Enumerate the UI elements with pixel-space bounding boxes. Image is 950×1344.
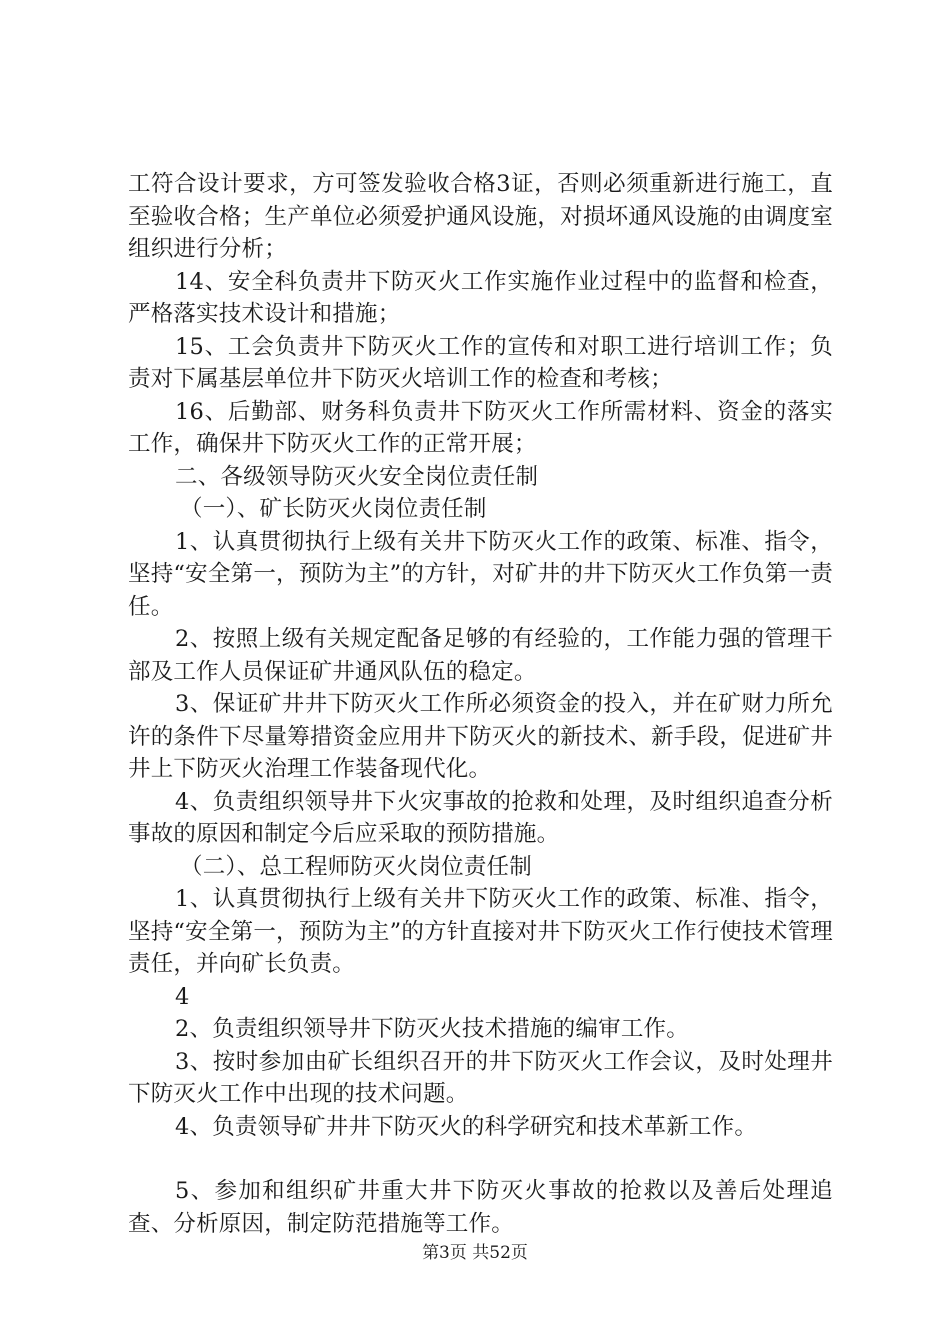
paragraph-director-item-1: 1、认真贯彻执行上级有关井下防灭火工作的政策、标准、指令，坚持“安全第一，预防为主”的方针，对矿井的井下防灭火工作负第一责任。: [128, 528, 833, 620]
paragraph-engineer-item-3: 3、按时参加由矿长组织召开的井下防灭火工作会议，及时处理井下防灭火工作中出现的技术问题。: [128, 1048, 833, 1107]
document-body: [128, 168, 833, 1240]
paragraph-director-item-3: 3、保证矿井井下防灭火工作所必须资金的投入，并在矿财力所允许的条件下尽量筹措资金应用井下防灭火的新技术、新手段，促进矿井井上下防灭火治理工作装备现代化。: [128, 691, 833, 782]
paragraph-item-14: 14、安全科负责井下防灭火工作实施作业过程中的监督和检查，严格落实技术设计和措施；: [128, 268, 833, 327]
section-heading: 二、各级领导防灭火安全岗位责任制: [175, 463, 539, 490]
paragraph-engineer-item-4: 4、负责领导矿井井下防灭火的科学研究和技术革新工作。: [175, 1113, 758, 1140]
paragraph-item-15: 15、工会负责井下防灭火工作的宣传和对职工进行培训工作；负责对下属基层单位井下防灭火培训工作的检查和考核；: [128, 333, 833, 392]
subsection-heading-mine-director: （一）、矿长防灭火岗位责任制: [180, 496, 487, 522]
paragraph-director-item-4: 4、负责组织领导井下火灾事故的抢救和处理，及时组织追查分析事故的原因和制定今后应采取的预防措施。: [128, 788, 833, 847]
blank-line: [128, 1143, 833, 1175]
subsection-heading-chief-engineer: （二）、总工程师防灭火岗位责任制: [180, 853, 532, 880]
paragraph-engineer-item-5: 5、参加和组织矿井重大井下防灭火事故的抢救以及善后处理追查、分析原因，制定防范措施等工作。: [128, 1178, 833, 1237]
paragraph-engineer-item-1: 1、认真贯彻执行上级有关井下防灭火工作的政策、标准、指令，坚持“安全第一，预防为主”的方针直接对井下防灭火工作行使技术管理责任，并向矿长负责。: [128, 886, 833, 977]
paragraph-director-item-2: 2、按照上级有关规定配备足够的有经验的，工作能力强的管理干部及工作人员保证矿井通风队伍的稳定。: [128, 626, 833, 685]
paragraph-continuation: 工符合设计要求，方可签发验收合格3证，否则必须重新进行施工，直至验收合格；生产单位必须爱护通风设施，对损坏通风设施的由调度室组织进行分析；: [128, 171, 833, 262]
paragraph-engineer-item-2: 2、负责组织领导井下防灭火技术措施的编审工作。: [175, 1016, 689, 1042]
paragraph-item-16: 16、后勤部、财务科负责井下防灭火工作所需材料、资金的落实工作，确保井下防灭火工作的正常开展；: [128, 398, 833, 457]
stray-number: 4: [175, 983, 190, 1010]
page-footer: 第3页 共52页: [422, 1243, 528, 1263]
